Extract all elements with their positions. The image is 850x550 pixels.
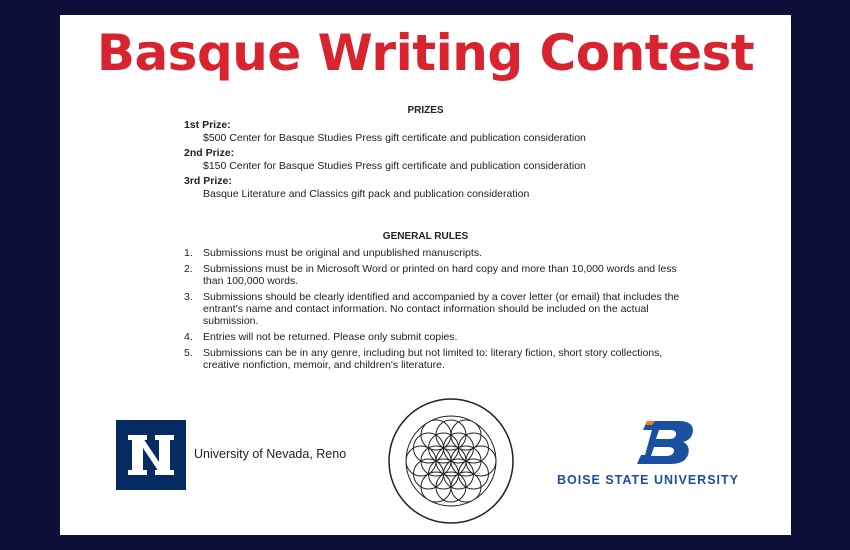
- rule-item: [184, 291, 684, 327]
- prize-description: $150 Center for Basque Studies Press gift certificate and publication consideration: [203, 160, 586, 172]
- prize-label: 3rd Prize:: [184, 175, 232, 187]
- unr-name: University of Nevada, Reno: [194, 447, 347, 461]
- rule-item: [184, 263, 684, 287]
- rules-heading: GENERAL RULES: [382, 231, 469, 242]
- prize-item: [184, 175, 704, 201]
- prize-label: 2nd Prize:: [184, 147, 235, 159]
- prize-item: [184, 147, 704, 173]
- rule-text: Submissions should be clearly identified and accompanied by a cover letter (or email) that includes the entrant's name and contact information. No contact information should be included on the actual submission.: [203, 291, 680, 327]
- flower-of-life-icon: [385, 395, 517, 527]
- rule-number: 4.: [184, 331, 193, 343]
- rule-item: [184, 347, 684, 371]
- rule-number: 3.: [184, 291, 193, 303]
- rule-text: Submissions can be in any genre, including but not limited to: literary fiction, short story collections, creative nonfiction, memoir, and children's literature.: [203, 347, 663, 371]
- rule-number: 2.: [184, 263, 193, 275]
- prize-description: Basque Literature and Classics gift pack and publication consideration: [203, 188, 530, 200]
- unr-logo-icon: [116, 420, 186, 490]
- rule-number: 1.: [184, 247, 193, 259]
- rule-number: 5.: [184, 347, 193, 359]
- prizes-list: [184, 119, 704, 203]
- prize-item: [184, 119, 704, 145]
- prize-label: 1st Prize:: [184, 119, 231, 131]
- contest-flyer: [60, 15, 791, 535]
- prizes-heading: PRIZES: [407, 105, 444, 116]
- rule-text: Submissions must be original and unpublished manuscripts.: [203, 247, 482, 259]
- prize-description: $500 Center for Basque Studies Press gift certificate and publication consideration: [203, 132, 586, 144]
- rule-item: [184, 331, 684, 343]
- bsu-bronco-b-icon: [635, 419, 697, 465]
- page-title: Basque Writing Contest: [96, 24, 755, 82]
- rule-text: Submissions must be in Microsoft Word or printed on hard copy and more than 10,000 words and less than 100,000 words.: [203, 263, 677, 287]
- rule-text: Entries will not be returned. Please only submit copies.: [203, 331, 458, 343]
- rule-item: [184, 247, 684, 259]
- bsu-name: BOISE STATE UNIVERSITY: [557, 473, 739, 487]
- rules-list: [184, 247, 684, 375]
